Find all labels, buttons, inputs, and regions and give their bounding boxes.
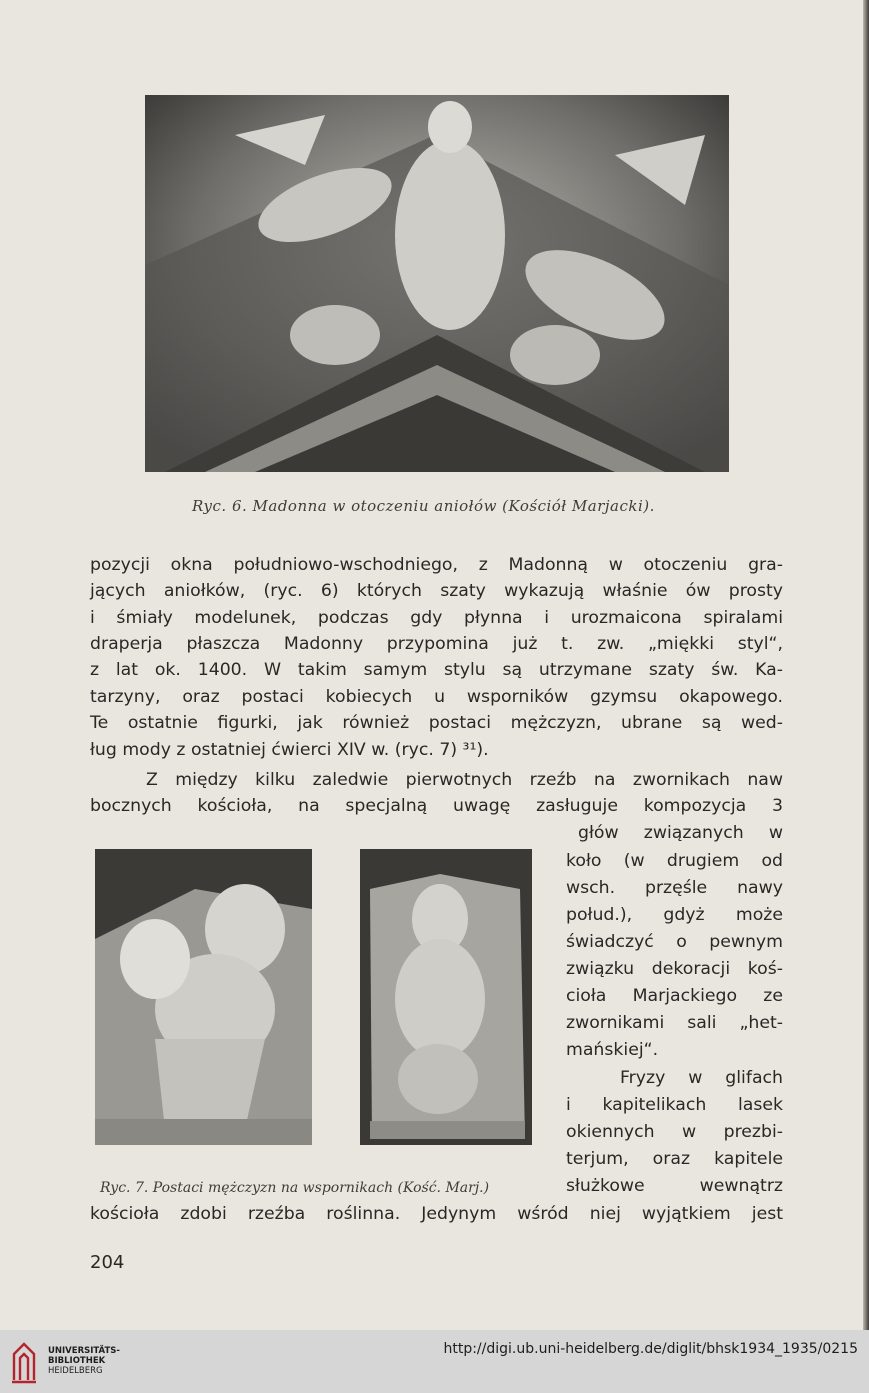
column-line: i kapitelikach lasek — [566, 1095, 783, 1115]
figure-7-left-sculpture-image — [95, 849, 312, 1145]
body-line: i śmiały modelunek, podczas gdy płynna i urozmaicona spiralami — [90, 608, 783, 628]
page-edge-shadow — [863, 0, 869, 1330]
page-number: 204 — [90, 1252, 125, 1273]
library-name-line-3: HEIDELBERG — [48, 1366, 103, 1376]
library-name — [48, 1346, 120, 1376]
figure-6-photo — [145, 95, 729, 472]
permalink-url[interactable]: http://digi.ub.uni-heidelberg.de/diglit/bhsk1934_1935/0215 — [443, 1341, 858, 1357]
column-line: koło (w drugiem od — [566, 851, 783, 871]
column-line: Fryzy w glifach — [620, 1068, 783, 1088]
library-footer — [0, 1330, 869, 1393]
figure-6-sculpture-image — [145, 95, 729, 472]
column-line: okiennych w prezbi- — [566, 1122, 783, 1142]
column-line: służkowe wewnątrz — [566, 1176, 783, 1196]
body-line: Te ostatnie figurki, jak również postaci mężczyzn, ubrane są wed- — [90, 713, 783, 733]
body-line: draperja płaszcza Madonny przypomina już t. zw. „miękki styl“, — [90, 634, 783, 654]
university-library-logo-icon[interactable] — [10, 1340, 40, 1384]
column-line: świadczyć o pewnym — [566, 932, 783, 952]
body-line: z lat ok. 1400. W takim samym stylu są utrzymane szaty św. Ka- — [90, 660, 783, 680]
body-line: tarzyny, oraz postaci kobiecych u wsporników gzymsu okapowego. — [90, 687, 783, 707]
column-line: głów związanych w — [578, 823, 783, 843]
library-name-line-2: BIBLIOTHEK — [48, 1356, 106, 1366]
column-line: połud.), gdyż może — [566, 905, 783, 925]
column-line: wsch. przęśle nawy — [566, 878, 783, 898]
library-name-line-1: UNIVERSITÄTS- — [48, 1346, 120, 1356]
figure-7-photo-right — [360, 849, 532, 1145]
column-line: terjum, oraz kapitele — [566, 1149, 783, 1169]
figure-7-caption: Ryc. 7. Postaci mężczyzn na wspornikach (Kość. Marj.) — [100, 1180, 490, 1196]
column-line: związku dekoracji koś- — [566, 959, 783, 979]
figure-7-photo-left — [95, 849, 312, 1145]
body-line: pozycji okna południowo-wschodniego, z Madonną w otoczeniu gra- — [90, 555, 783, 575]
column-line: cioła Marjackiego ze — [566, 986, 783, 1006]
body-line: ług mody z ostatniej ćwierci XIV w. (ryc. 7) ³¹). — [90, 740, 489, 760]
column-line: mańskiej“. — [566, 1040, 659, 1060]
column-line: zwornikami sali „het- — [566, 1013, 783, 1033]
body-line: bocznych kościoła, na specjalną uwagę zasługuje kompozycja 3 — [90, 796, 783, 816]
body-line-last: kościoła zdobi rzeźba roślinna. Jedynym wśród niej wyjątkiem jest — [90, 1204, 783, 1224]
figure-6-caption: Ryc. 6. Madonna w otoczeniu aniołów (Kościół Marjacki). — [192, 497, 655, 515]
body-line: jących aniołków, (ryc. 6) których szaty wykazują właśnie ów prosty — [90, 581, 783, 601]
body-line: Z między kilku zaledwie pierwotnych rzeźb na zwornikach naw — [146, 770, 783, 790]
figure-7-right-sculpture-image — [360, 849, 532, 1145]
